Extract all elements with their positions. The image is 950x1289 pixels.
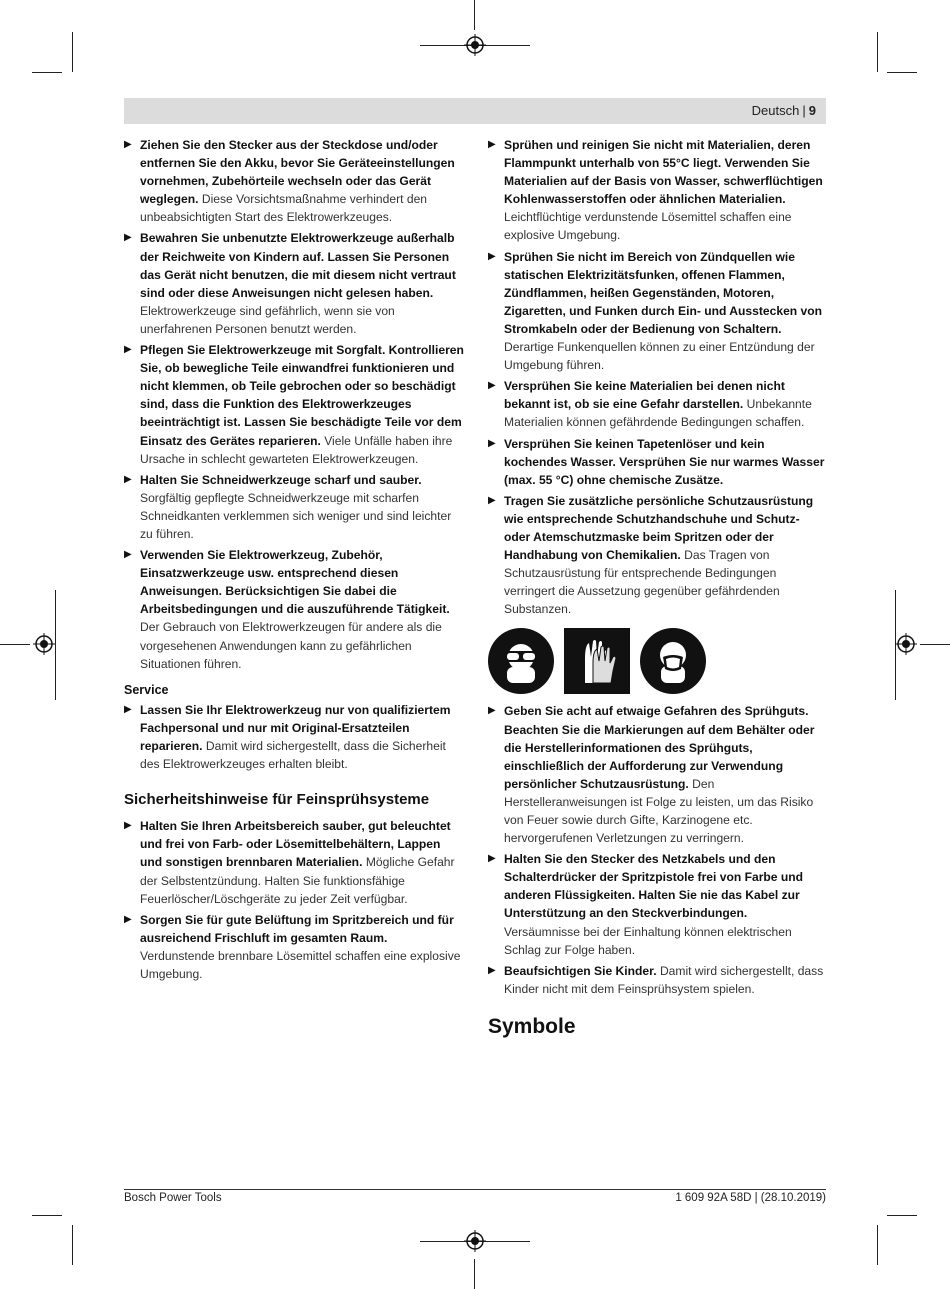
crop-mark	[32, 1215, 62, 1216]
safety-item-bold: Sprühen und reinigen Sie nicht mit Materialien, deren Flammpunkt unterhalb von 55°C liegt. Verwenden Sie Materialien auf der Basis von Wasser, schwerflüchtigen Kohlenwasserstoffen oder ähnlichen Materialien.	[504, 138, 823, 207]
crop-mark	[877, 1225, 878, 1265]
bullet-arrow-icon: ▶	[488, 494, 496, 506]
safety-item-text: Damit wird sichergestellt, dass Kinder nicht mit dem Feinsprühsystem spielen.	[504, 963, 824, 996]
crop-mark	[920, 644, 950, 645]
bullet-arrow-icon: ▶	[488, 705, 496, 717]
bullet-arrow-icon: ▶	[124, 703, 132, 715]
safety-item-bold: Sprühen Sie nicht im Bereich von Zündquellen wie statischen Elektrizitätsfunken, offenen Flammen, Zündflammen, heißen Gegenständen, Motoren, Zigaretten, und Funken durch Ein- und Ausstecken von Stromkabeln oder der Bedienung von Schaltern.	[504, 249, 823, 336]
safety-item-text: Damit wird sichergestellt, dass die Sicherheit des Elektrowerkzeuges erhalten bleibt.	[140, 739, 446, 772]
bullet-arrow-icon: ▶	[124, 549, 132, 561]
left-column	[124, 136, 464, 986]
safety-item-text: Das Tragen von Schutzausrüstung für entsprechende Bedingungen verringert die Aussetzung gegenüber gefährdenden Substanzen.	[504, 548, 780, 617]
safety-item-bold: Ziehen Sie den Stecker aus der Steckdose und/oder entfernen Sie den Akku, bevor Sie Geräteeinstellungen vornehmen, Zubehörteile wechseln oder das Gerät weglegen.	[140, 138, 455, 207]
safety-item	[124, 817, 464, 907]
safety-item-bold: Pflegen Sie Elektrowerkzeuge mit Sorgfalt. Kontrollieren Sie, ob bewegliche Teile einwandfrei funktionieren und nicht klemmen, ob Teile gebrochen oder so beschädigt sind, dass die Funktion des Elektrowerkzeuges beeinträchtigt ist. Lassen Sie beschädigte Teile vor dem Einsatz des Gerätes reparieren.	[140, 343, 464, 448]
safety-item	[124, 136, 464, 226]
safety-item	[124, 546, 464, 673]
bullet-arrow-icon: ▶	[488, 437, 496, 449]
bullet-arrow-icon: ▶	[488, 139, 496, 150]
right-items-group-2	[488, 702, 826, 998]
safety-item-text: Unbekannte Materialien können gefährdende Bedingungen schaffen.	[504, 397, 812, 430]
header-language: Deutsch	[751, 103, 800, 118]
crop-mark	[72, 32, 73, 72]
safety-item-bold: Verwenden Sie Elektrowerkzeug, Zubehör, Einsatzwerkzeuge usw. entsprechend diesen Anweisungen. Berücksichtigen Sie dabei die Arbeitsbedingungen und die auszuführende Tätigkeit.	[140, 548, 450, 617]
safety-item-text: Viele Unfälle haben ihre Ursache in schlecht gewarteten Elektrowerkzeugen.	[140, 433, 453, 466]
safety-item-bold: Beaufsichtigen Sie Kinder.	[504, 963, 657, 978]
safety-item-text: Versäumnisse bei der Einhaltung können elektrischen Schlag zur Folge haben.	[504, 924, 792, 957]
safety-item	[488, 492, 826, 619]
crop-mark	[72, 1225, 73, 1265]
safety-item	[124, 701, 464, 773]
crop-mark	[887, 1215, 917, 1216]
bullet-arrow-icon: ▶	[488, 380, 496, 392]
safety-item-text: Den Herstelleranweisungen ist Folge zu leisten, um das Risiko von Feuer sowie durch Gifte, Karzinogene etc. hervorgerufenen Verletzungen zu verringern.	[504, 776, 814, 846]
safety-item-bold: Versprühen Sie keine Materialien bei denen nicht bekannt ist, ob sie eine Gefahr darstellen.	[504, 379, 785, 412]
bullet-arrow-icon: ▶	[488, 964, 496, 976]
crop-mark	[55, 590, 56, 700]
header-separator: |	[802, 103, 806, 118]
bullet-arrow-icon: ▶	[124, 820, 132, 832]
safety-item	[124, 229, 464, 338]
safety-item-bold: Lassen Sie Ihr Elektrowerkzeug nur von qualifiziertem Fachpersonal und nur mit Original-Ersatzteilen reparieren.	[140, 702, 451, 753]
safety-item-bold: Bewahren Sie unbenutzte Elektrowerkzeuge außerhalb der Reichweite von Kindern auf. Lassen Sie Personen das Gerät nicht benutzen, die mit diesem nicht vertraut sind oder diese Anweisungen nicht gelesen haben.	[140, 231, 456, 300]
safety-item-text: Derartige Funkenquellen können zu einer Entzündung der Umgebung führen.	[504, 340, 815, 373]
safety-item-text: Der Gebrauch von Elektrowerkzeugen für andere als die vorgesehenen Anwendungen kann zu gefährlichen Situationen führen.	[140, 620, 442, 671]
safety-item-bold: Geben Sie acht auf etwaige Gefahren des Sprühguts. Beachten Sie die Markierungen auf dem Behälter oder die Herstellerinformationen des Sprühguts, einschließlich der Aufforderung zur Verwendung persönlicher Schutzausrüstung.	[504, 704, 815, 791]
crop-mark	[0, 644, 30, 645]
safety-item	[488, 850, 826, 959]
bullet-arrow-icon: ▶	[488, 853, 496, 865]
safety-item	[488, 962, 826, 998]
registration-mark-icon	[464, 1230, 486, 1252]
crop-mark	[474, 0, 475, 30]
ppe-icons-row	[488, 628, 826, 694]
right-column	[488, 136, 826, 1036]
safety-item	[488, 136, 826, 245]
safety-item-text: Elektrowerkzeuge sind gefährlich, wenn sie von unerfahrenen Personen benutzt werden.	[140, 303, 395, 336]
crop-mark	[32, 72, 62, 73]
safety-item	[488, 702, 826, 847]
safety-item	[488, 377, 826, 431]
registration-mark-icon	[33, 633, 55, 655]
safety-item	[124, 471, 464, 543]
left-items-group-2	[124, 817, 464, 983]
safety-item-bold: Tragen Sie zusätzliche persönliche Schutzausrüstung wie entsprechende Schutzhandschuhe und Schutz- oder Atemschutzmaske beim Spritzen oder der Handhabung von Chemikalien.	[504, 493, 814, 563]
footer-doc-number: 1 609 92A 58D | (28.10.2019)	[675, 1192, 826, 1204]
right-items-group-1	[488, 136, 826, 618]
page-number: 9	[808, 103, 816, 118]
safety-item-text: Mögliche Gefahr der Selbstentzündung. Halten Sie funktionsfähige Feuerlöscher/Löschgeräte zu jeder Zeit verfügbar.	[140, 855, 455, 906]
page-header	[124, 98, 826, 124]
service-heading: Service	[124, 682, 169, 697]
registration-mark-icon	[464, 34, 486, 56]
bullet-arrow-icon: ▶	[488, 250, 496, 262]
crop-mark	[474, 1259, 475, 1289]
bullet-arrow-icon: ▶	[124, 139, 132, 150]
safety-item	[488, 435, 826, 489]
safety-item-bold: Halten Sie Ihren Arbeitsbereich sauber, gut beleuchtet und frei von Farb- oder Lösemittelbehältern, Lappen und sonstigen brennbaren Materialien.	[140, 819, 451, 870]
crop-mark	[877, 32, 878, 72]
header-label	[752, 103, 816, 118]
safety-item-text: Diese Vorsichtsmaßnahme verhindert den unbeabsichtigten Start des Elektrowerkzeuges.	[140, 192, 428, 225]
safety-item	[124, 341, 464, 468]
registration-mark-icon	[895, 633, 917, 655]
safety-item-text: Sorgfältig gepflegte Schneidwerkzeuge mit scharfen Schneidkanten verklemmen sich weniger und sind leichter zu führen.	[140, 490, 452, 541]
bullet-arrow-icon: ▶	[124, 473, 132, 485]
bullet-arrow-icon: ▶	[124, 344, 132, 356]
safety-item-bold: Sorgen Sie für gute Belüftung im Spritzbereich und für ausreichend Frischluft im gesamten Raum.	[140, 912, 454, 945]
crop-mark	[887, 72, 917, 73]
footer-rule	[124, 1189, 826, 1190]
safety-item	[488, 248, 826, 375]
respirator-mask-icon	[640, 628, 706, 694]
safety-item	[124, 911, 464, 983]
safety-item-bold: Versprühen Sie keinen Tapetenlöser und kein kochendes Wasser. Versprühen Sie nur warmes Wasser (max. 55 °C) ohne chemische Zusätze.	[504, 436, 825, 487]
safety-item-bold: Halten Sie den Stecker des Netzkabels und den Schalterdrücker der Spritzpistole frei von Farbe und anderen Flüssigkeiten. Halten Sie nie das Kabel zur Unterstützung an den Steckverbindungen.	[504, 852, 804, 921]
bullet-arrow-icon: ▶	[124, 232, 132, 244]
safety-item-text: Verdunstende brennbare Lösemittel schaffen eine explosive Umgebung.	[140, 948, 461, 982]
left-items-group-1	[124, 136, 464, 673]
bullet-arrow-icon: ▶	[124, 913, 132, 925]
footer-brand: Bosch Power Tools	[124, 1192, 222, 1204]
safety-item-text: Leichtflüchtige verdunstende Lösemittel schaffen eine explosive Umgebung.	[504, 210, 792, 243]
service-items-group	[124, 701, 464, 773]
safety-item-bold: Halten Sie Schneidwerkzeuge scharf und sauber.	[140, 472, 422, 487]
section-heading: Sicherheitshinweise für Feinsprühsysteme	[124, 791, 430, 809]
gloves-icon	[564, 628, 630, 694]
goggles-icon	[488, 628, 554, 694]
symbols-heading: Symbole	[488, 1014, 576, 1038]
